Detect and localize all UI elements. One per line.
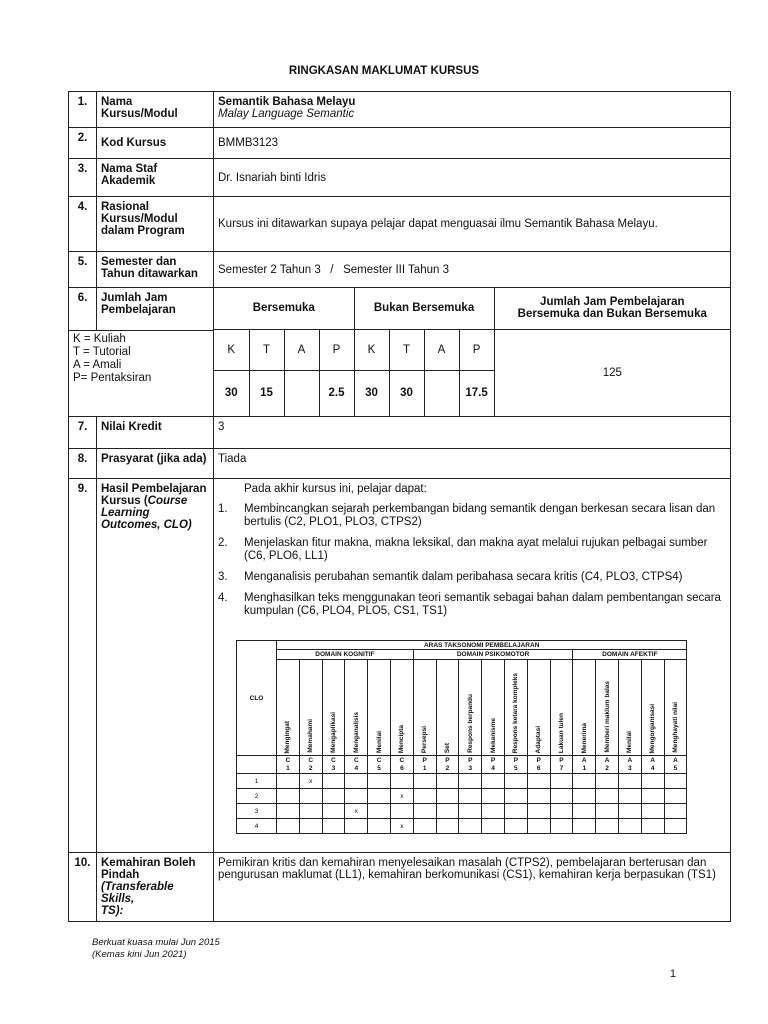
taxonomy-mark-cell [573,789,596,804]
taxonomy-level-header [390,660,413,756]
label-part: Kursus ( [101,495,148,507]
clo-number: 2. [218,537,228,549]
total-hours-value: 125 [494,329,730,416]
row-label: Kod Kursus [97,128,214,159]
label-line: Jumlah Jam [101,292,168,304]
legend-item: A = Amali [73,359,122,371]
taxonomy-mark-cell [322,789,345,804]
code-letter: C [331,756,336,764]
taxonomy-mark-cell [368,774,391,789]
taxonomy-level-label: Mengaplikasi [329,712,337,753]
taxonomy-mark-cell [618,774,641,789]
taxonomy-clo-row [237,774,687,789]
clo-number: 1. [218,503,228,515]
taxonomy-mark-cell [277,789,300,804]
code-number: 4 [491,764,495,772]
taxonomy-mark-cell [527,804,550,819]
label-line: Kursus/Modul [101,213,178,225]
hour-col-label: T [249,329,284,370]
row-kemahiran-boleh-pindah [69,853,731,922]
taxonomy-mark-cell [322,819,345,834]
taxonomy-clo-number: 4 [237,819,277,834]
row-label [97,288,214,331]
taxonomy-clo-number: 2 [237,789,277,804]
taxonomy-level-label: Menerima [580,722,588,753]
code-number: 6 [400,764,404,772]
hour-col-label: P [319,329,354,370]
taxonomy-level-label: Menganalisis [352,712,360,753]
taxonomy-mark-cell [436,804,459,819]
hours-cell [214,288,731,417]
course-code: BMMB3123 [214,128,731,159]
hour-value: 30 [389,370,424,416]
taxonomy-level-label: Adaptasi [535,725,543,753]
code-letter: A [581,756,587,764]
taxonomy-mark-cell: x [345,804,368,819]
hour-value: 30 [354,370,389,416]
code-number: 1 [286,764,290,772]
taxonomy-mark-cell [550,819,573,834]
row-number: 10. [69,853,97,922]
label-line: Outcomes, CLO) [101,519,192,531]
row-label [97,92,214,128]
code-number: 1 [422,764,427,772]
code-number: 3 [331,764,336,772]
taxonomy-level-header [618,660,641,756]
taxonomy-level-label: Lakuan tulen [557,712,565,753]
taxonomy-mark-cell [436,819,459,834]
code-letter: P [513,756,519,764]
taxonomy-clo-row [237,804,687,819]
taxonomy-level-code [550,756,573,774]
row-number: 4. [69,197,97,252]
taxonomy-mark-cell [368,804,391,819]
taxonomy-mark-cell: x [390,789,413,804]
domain-psikomotor-header: DOMAIN PSIKOMOTOR [413,650,573,660]
code-letter: A [673,756,678,764]
taxonomy-mark-cell [345,819,368,834]
label-line: (Transferable Skills, [101,881,174,905]
taxonomy-level-header [596,660,619,756]
clo-text: Membincangkan sejarah perkembangan bidang semantik dengan berkesan secara lisan dan bertulis (C2, PLO1, PLO3, CTPS2) [244,503,716,528]
row-label [97,252,214,288]
label-part: Course [147,495,188,507]
clo-intro: Pada akhir kursus ini, pelajar dapat: [244,483,427,495]
taxonomy-level-header [504,660,527,756]
course-name-english: Malay Language Semantic [218,108,355,120]
taxonomy-mark-cell [573,774,596,789]
taxonomy-level-code [527,756,550,774]
taxonomy-level-code [459,756,482,774]
taxonomy-level-label: Respons ketara kompleks [512,672,520,753]
rationale-text: Kursus ini ditawarkan supaya pelajar dapat menguasai ilmu Semantik Bahasa Melayu. [214,197,731,252]
taxonomy-mark-cell [641,804,664,819]
taxonomy-level-code [618,756,641,774]
taxonomy-level-label: Memberi maklum balas [603,681,611,753]
taxonomy-mark-cell [527,774,550,789]
total-hours-header [494,288,730,329]
row-number: 8. [69,449,97,479]
label-line: Nama Staf [101,163,158,175]
taxonomy-level-header [664,660,687,756]
hour-col-label: A [284,329,319,370]
legend-item: T = Tutorial [73,346,131,358]
taxonomy-mark-cell [550,789,573,804]
taxonomy-mark-cell [664,789,687,804]
taxonomy-clo-row [237,789,687,804]
taxonomy-level-label: Mencipta [398,724,406,753]
domain-afektif-header: DOMAIN AFEKTIF [573,650,687,660]
clo-number: 4. [218,592,228,604]
label-line: Pindah [101,869,140,881]
taxonomy-level-header [527,660,550,756]
code-number: 2 [605,764,609,772]
row-number: 1. [69,92,97,128]
taxonomy-mark-cell [527,789,550,804]
transferable-skills-text: Pemikiran kritis dan kemahiran menyelesaikan masalah (CTPS2), pembelajaran berterusan dan pengurusan maklumat (LL1), kemahiran berkomunikasi (CS1), kemahiran kerja berpasukan (TS1) [214,853,731,922]
semester-text: Semester 2 Tahun 3 / Semester III Tahun 3 [214,252,731,288]
hour-value: 2.5 [319,370,354,416]
taxonomy-mark-cell [504,819,527,834]
label-line: dalam Program [101,225,185,237]
taxonomy-mark-cell [413,819,436,834]
taxonomy-level-label: Persepsi [421,725,429,753]
clo-content [214,479,731,853]
empty-cell [237,756,277,774]
prerequisite-value: Tiada [214,449,731,479]
taxonomy-level-code [573,756,596,774]
taxonomy-mark-cell [596,789,619,804]
code-letter: C [376,756,382,764]
row-value [214,92,731,128]
taxonomy-level-code [368,756,391,774]
row-semester [69,252,731,288]
taxonomy-mark-cell [550,804,573,819]
taxonomy-level-header [277,660,300,756]
taxonomy-level-code [390,756,413,774]
row-number: 3. [69,159,97,197]
row-kod-kursus [69,128,731,159]
taxonomy-level-header [436,660,459,756]
taxonomy-mark-cell [459,774,482,789]
bersemuka-header: Bersemuka [214,288,354,329]
label-line: Pembelajaran [101,304,176,316]
taxonomy-mark-cell [345,789,368,804]
taxonomy-mark-cell [664,804,687,819]
taxonomy-mark-cell [368,789,391,804]
clo-text: Menjelaskan fitur makna, makna leksikal, dan makna ayat melalui rujukan pelbagai sumber (C6, PLO6, LL1) [244,537,708,562]
clo-text: Menganalisis perubahan semantik dalam peribahasa secara kritis (C4, PLO3, CTPS4) [244,571,683,583]
taxonomy-level-code [504,756,527,774]
hours-table [214,288,730,416]
row-hasil-pembelajaran [69,479,731,853]
credit-value: 3 [214,417,731,449]
taxonomy-mark-cell [482,819,505,834]
label-line: Kemahiran Boleh [101,857,196,869]
taxonomy-mark-cell [277,774,300,789]
taxonomy-mark-cell [299,804,322,819]
taxonomy-level-label: Menghayati nilai [671,702,679,753]
taxonomy-level-code [436,756,459,774]
hours-legend [69,331,214,417]
code-number: 4 [354,764,359,772]
hour-col-label: K [214,329,249,370]
taxonomy-clo-row [237,819,687,834]
taxonomy-level-label: Menilai [375,730,383,753]
row-staf-akademik [69,159,731,197]
row-label: Prasyarat (jika ada) [97,449,214,479]
code-letter: C [285,756,291,764]
taxonomy-mark-cell [573,804,596,819]
taxonomy-level-code [299,756,322,774]
taxonomy-mark-cell: x [299,774,322,789]
code-letter: P [422,756,427,764]
clo-list [218,503,726,618]
taxonomy-mark-cell [436,789,459,804]
taxonomy-mark-cell [299,789,322,804]
label-line: Semester dan [101,256,177,268]
label-line: Nama [101,96,133,108]
taxonomy-mark-cell [413,789,436,804]
clo-column-header: CLO [237,641,277,756]
taxonomy-mark-cell [390,804,413,819]
taxonomy-level-label: Menilai [626,730,634,753]
taxonomy-mark-cell [527,819,550,834]
taxonomy-level-header [368,660,391,756]
taxonomy-mark-cell [368,819,391,834]
taxonomy-mark-cell [299,819,322,834]
taxonomy-level-label: Set [443,742,451,753]
code-number: 3 [628,764,632,772]
taxonomy-level-code [277,756,300,774]
course-info-table [68,91,731,922]
code-number: 6 [536,764,541,772]
page-number: 1 [669,968,676,980]
taxonomy-mark-cell [322,774,345,789]
label-line: Kursus/Modul [101,108,178,120]
taxonomy-mark-cell [573,819,596,834]
row-number: 5. [69,252,97,288]
taxonomy-level-header [345,660,368,756]
clo-item [218,592,726,618]
clo-number: 3. [218,571,228,583]
code-letter: P [445,756,450,764]
code-number: 2 [308,764,313,772]
row-label: Nilai Kredit [97,417,214,449]
taxonomy-mark-cell [277,804,300,819]
row-nama-kursus [69,92,731,128]
row-label [97,159,214,197]
row-number: 6. [69,288,97,331]
taxonomy-level-header [482,660,505,756]
taxonomy-mark-cell [390,774,413,789]
legend-item: K = Kuliah [73,333,126,345]
taxonomy-mark-cell [345,774,368,789]
taxonomy-level-header [299,660,322,756]
taxonomy-level-code [596,756,619,774]
taxonomy-level-header [573,660,596,756]
hour-value: 17.5 [459,370,494,416]
label-line: Akademik [101,175,156,187]
taxonomy-mark-cell [482,789,505,804]
taxonomy-mark-cell [618,819,641,834]
hour-col-label: A [424,329,459,370]
hour-value: 30 [214,370,249,416]
taxonomy-level-code [345,756,368,774]
taxonomy-clo-number: 3 [237,804,277,819]
taxonomy-level-header [550,660,573,756]
taxonomy-mark-cell [459,804,482,819]
taxonomy-mark-cell [596,804,619,819]
hour-col-label: P [459,329,494,370]
code-number: 7 [559,764,564,772]
taxonomy-mark-cell [641,819,664,834]
row-prasyarat [69,449,731,479]
hour-value [284,370,319,416]
taxonomy-mark-cell [413,774,436,789]
label-line: Tahun ditawarkan [101,268,198,280]
total-header-line: Bersemuka dan Bukan Bersemuka [517,308,707,321]
code-letter: C [308,756,314,764]
code-letter: A [650,756,655,764]
taxonomy-level-header [641,660,664,756]
domain-kognitif-header: DOMAIN KOGNITIF [277,650,414,660]
taxonomy-level-header [322,660,345,756]
row-number: 2. [69,128,97,159]
footer-line: (Kemas kini Jun 2021) [92,949,187,960]
label-line: Hasil Pembelajaran [101,483,207,495]
taxonomy-level-code [413,756,436,774]
taxonomy-mark-cell [436,774,459,789]
taxonomy-mark-cell [504,789,527,804]
clo-item [218,503,726,529]
course-name-malay: Semantik Bahasa Melayu [218,96,356,108]
taxonomy-mark-cell [550,774,573,789]
taxonomy-mark-cell [459,789,482,804]
taxonomy-mark-cell [596,819,619,834]
taxonomy-mark-cell [641,774,664,789]
taxonomy-mark-cell [482,804,505,819]
row-number: 7. [69,417,97,449]
code-letter: P [559,756,564,764]
taxonomy-level-header [413,660,436,756]
code-letter: P [490,756,496,764]
row-nilai-kredit [69,417,731,449]
taxonomy-level-label: Mengingat [284,720,292,753]
taxonomy-level-header [459,660,482,756]
taxonomy-mark-cell [664,774,687,789]
taxonomy-mark-cell [413,804,436,819]
label-line: Learning [101,507,150,519]
taxonomy-mark-cell [504,804,527,819]
taxonomy-mark-cell [322,804,345,819]
label-line: Rasional [101,201,149,213]
taxonomy-mark-cell [641,789,664,804]
footer-note [92,937,220,961]
row-number: 9. [69,479,97,853]
taxonomy-mark-cell: x [390,819,413,834]
hour-col-label: K [354,329,389,370]
code-number: 5 [514,764,518,772]
code-number: 2 [445,764,450,772]
taxonomy-mark-cell [596,774,619,789]
taxonomy-level-code [664,756,687,774]
legend-item: P= Pentaksiran [73,372,152,384]
taxonomy-table [236,640,687,834]
clo-item [218,537,726,563]
code-number: 5 [377,764,381,772]
row-label [97,479,214,853]
hour-value: 15 [249,370,284,416]
taxonomy-level-code [482,756,505,774]
code-letter: A [627,756,633,764]
row-rasional [69,197,731,252]
taxonomy-level-label: Mengorganisasi [649,703,657,753]
taxonomy-mark-cell [664,819,687,834]
code-number: 4 [650,764,655,772]
code-number: 1 [582,764,587,772]
hour-value [424,370,459,416]
staff-name: Dr. Isnariah binti Idris [214,159,731,197]
taxonomy-title: ARAS TAKSONOMI PEMBELAJARAN [277,641,687,650]
code-letter: A [604,756,610,764]
hour-col-label: T [389,329,424,370]
row-label [97,853,214,922]
code-number: 5 [673,764,678,772]
code-letter: C [353,756,359,764]
taxonomy-mark-cell [618,804,641,819]
clo-item [218,571,726,584]
taxonomy-level-label: Respons berpandu [466,694,474,753]
taxonomy-mark-cell [482,774,505,789]
document-title: RINGKASAN MAKLUMAT KURSUS [288,65,480,77]
bukan-bersemuka-header: Bukan Bersemuka [354,288,494,329]
code-number: 3 [468,764,473,772]
taxonomy-mark-cell [459,819,482,834]
taxonomy-level-label: Mekanisme [489,717,497,753]
code-letter: C [399,756,405,764]
row-label [97,197,214,252]
taxonomy-mark-cell [277,819,300,834]
taxonomy-clo-number: 1 [237,774,277,789]
total-header-line: Jumlah Jam Pembelajaran [540,296,685,309]
taxonomy-level-code [641,756,664,774]
row-jumlah-jam [69,288,731,331]
taxonomy-level-code [322,756,345,774]
code-letter: P [468,756,473,764]
label-line: TS): [101,905,124,917]
taxonomy-level-label: Memahami [307,719,315,753]
footer-line: Berkuat kuasa mulai Jun 2015 [92,937,220,948]
clo-text: Menghasilkan teks menggunakan teori semantik sebagai bahan dalam pembentangan secara kumpulan (C6, PLO4, PLO5, CS1, TS1) [244,592,721,617]
taxonomy-mark-cell [618,789,641,804]
taxonomy-mark-cell [504,774,527,789]
code-letter: P [536,756,541,764]
